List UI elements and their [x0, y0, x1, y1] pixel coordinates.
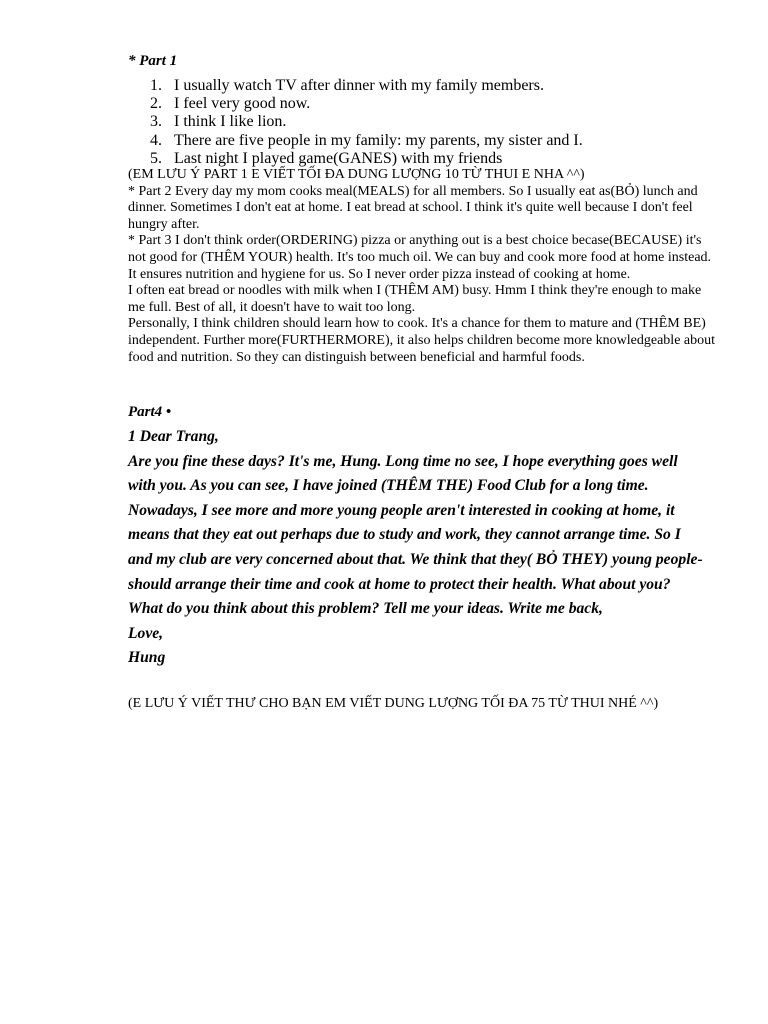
parts-2-3-block: [128, 167, 718, 366]
list-number: 2.: [150, 95, 162, 113]
part1-answer-list: [128, 77, 728, 168]
list-item-text: There are five people in my family: my parents, my sister and I.: [174, 131, 583, 149]
list-number: 1.: [150, 77, 162, 94]
list-item: [128, 113, 728, 131]
part3-paragraph-3: Personally, I think children should learn how to cook. It's a chance for them to mature and (THÊM BE) independent. Further more(FURTHERMORE), it also helps children become more knowledgeable about food and nutrition. So they can distinguish between beneficial and harmful foods.: [128, 316, 716, 365]
list-item-text: I usually watch TV after dinner with my family members.: [174, 77, 544, 94]
list-item: [128, 150, 728, 168]
list-number: 5.: [150, 149, 162, 167]
list-number: 3.: [150, 113, 162, 131]
letter: [128, 425, 708, 671]
part1-note: (EM LƯU Ý PART 1 E VIẾT TỐI ĐA DUNG LƯỢNG 10 TỪ THUI E NHA ^^): [128, 167, 585, 182]
part4-note: (E LƯU Ý VIẾT THƯ CHO BẠN EM VIẾT DUNG LƯỢNG TỐI ĐA 75 TỪ THUI NHÉ ^^): [128, 696, 659, 711]
list-item-text: I think I like lion.: [174, 113, 287, 131]
list-item-text: Last night I played game(GANES) with my friends: [174, 149, 503, 167]
letter-signature: Hung: [128, 649, 166, 667]
letter-salutation: 1 Dear Trang,: [128, 428, 219, 445]
part4-heading: Part4 •: [128, 404, 172, 420]
letter-body: Are you fine these days? It's me, Hung. Long time no see, I hope everything goes well with you. As you can see, I have joined (THÊM THE) Food Club for a long time. Nowadays, I see more and more young people aren't interested in cooking at home, it means that they eat out perhaps due to study and work, they cannot arrange time. So I and my club are very concerned about that. We think that they( BỎ THEY) young people-should arrange their time and cook at home to protect their health. What about you? What do you think about this problem? Tell me your ideas. Write me back,: [128, 452, 703, 618]
list-item-text: I feel very good now.: [174, 95, 311, 113]
list-item: [128, 132, 728, 150]
list-item: [128, 95, 728, 113]
part3-paragraph-1: * Part 3 I don't think order(ORDERING) pizza or anything out is a best choice becase(BECAUSE) it's not good for (THÊM YOUR) health. It's too much oil. We can buy and cook more food at home instead. It ensures nutrition and hygiene for us. So I never order pizza instead of cooking at home.: [128, 233, 712, 282]
list-item: [128, 77, 728, 95]
list-number: 4.: [150, 131, 162, 149]
part2-paragraph: * Part 2 Every day my mom cooks meal(MEALS) for all members. So I usually eat as(BỎ) lunch and dinner. Sometimes I don't eat at home. I eat bread at school. I think it's quite well because I don't feel hungry after.: [128, 183, 698, 232]
part3-paragraph-2: I often eat bread or noodles with milk when I (THÊM AM) busy. Hmm I think they're enough to make me full. Best of all, it doesn't have to wait too long.: [128, 283, 702, 315]
part1-heading: * Part 1: [128, 53, 178, 69]
letter-closing: Love,: [128, 624, 164, 642]
